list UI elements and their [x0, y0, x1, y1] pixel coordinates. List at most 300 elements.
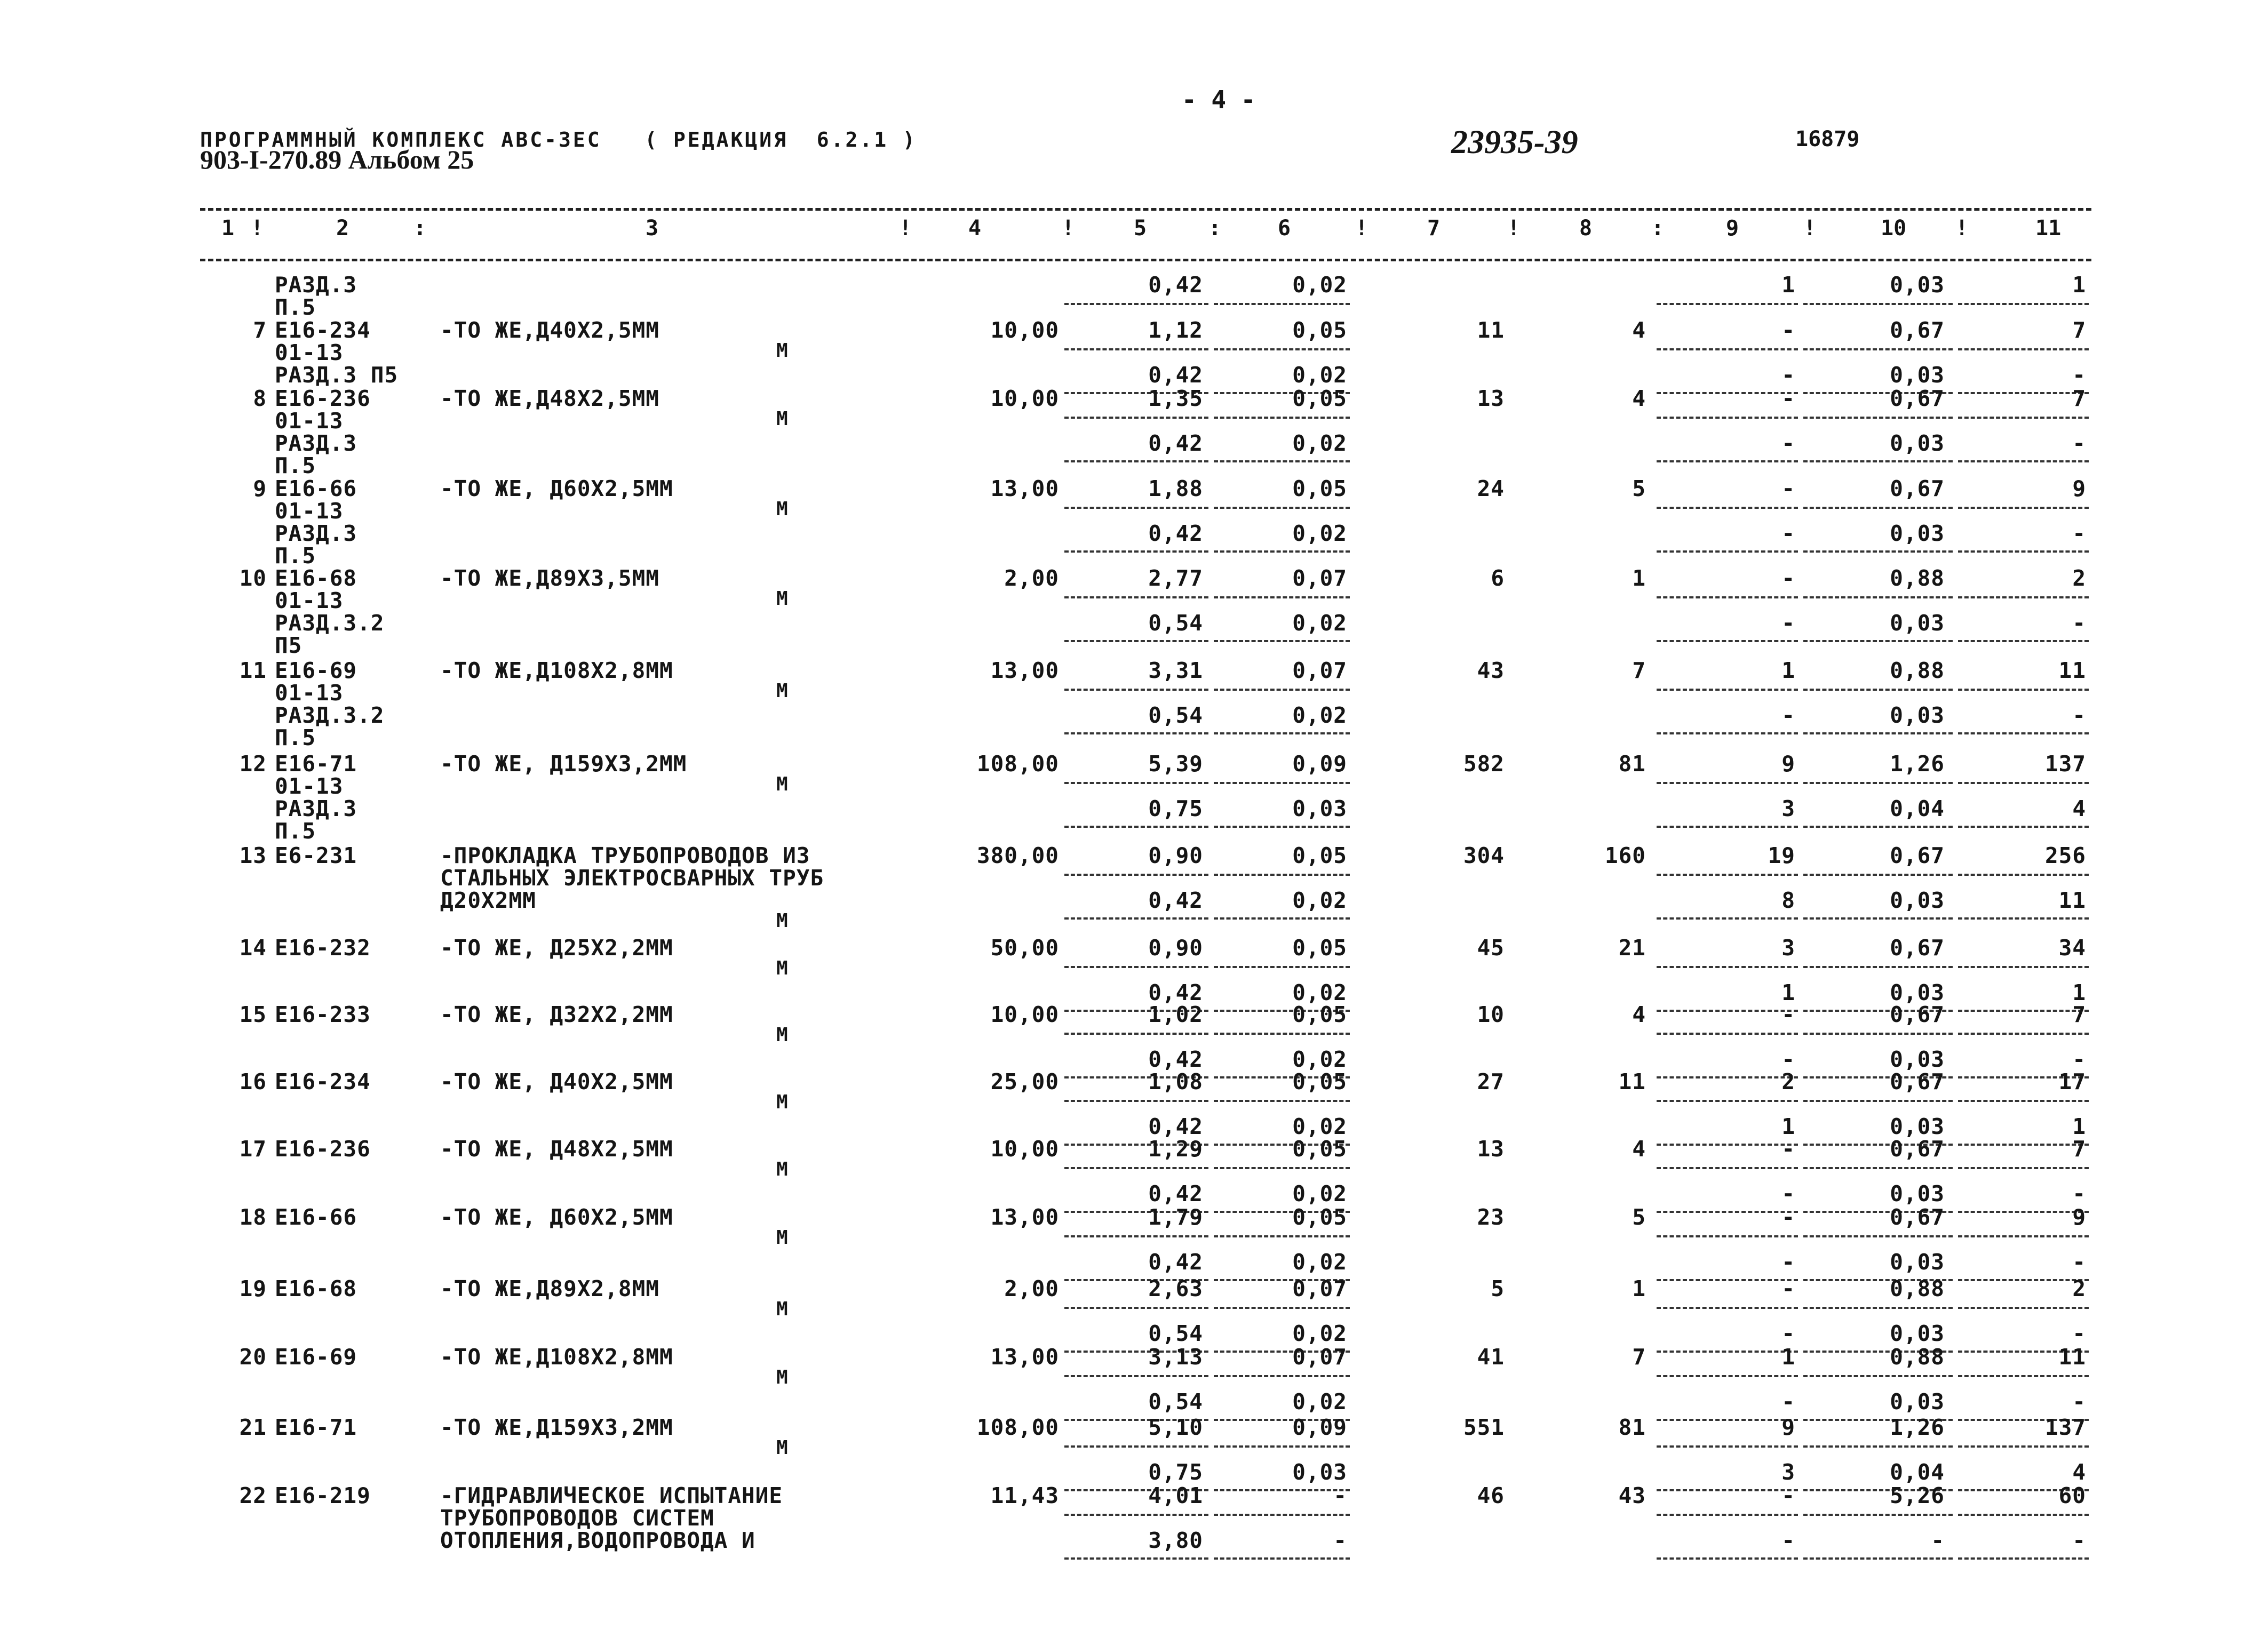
column-separator: :: [1208, 216, 1222, 241]
quantity: 13,00: [990, 1344, 1059, 1370]
work-description: -ТО ЖЕ,Д108Х2,8ММ: [440, 658, 673, 683]
cell-underline: [1958, 1375, 2089, 1377]
column-separator: :: [413, 216, 427, 241]
value-c11-sub: -: [2072, 362, 2086, 388]
value-c8: 5: [1632, 476, 1646, 501]
norm-code: 01-13: [275, 498, 344, 524]
cell-underline: [1657, 1144, 1798, 1146]
value-c11: 137: [2044, 1415, 2086, 1440]
value-c6: 0,05: [1292, 1136, 1347, 1162]
cell-underline: [1803, 966, 1953, 968]
value-c8: 1: [1632, 1276, 1646, 1301]
value-c9: 19: [1768, 843, 1795, 868]
cell-underline: [1064, 417, 1208, 419]
cell-underline: [1657, 1351, 1798, 1353]
column-separator: !: [1062, 216, 1075, 241]
cell-underline: [1064, 460, 1208, 462]
value-c11: 7: [2072, 386, 2086, 411]
cell-underline: [1958, 874, 2089, 876]
cell-underline: [1803, 1307, 1953, 1309]
value-c10: 0,67: [1890, 935, 1945, 961]
norm-code: 01-13: [275, 588, 344, 613]
unit-of-measure: М: [776, 1437, 789, 1459]
cell-underline: [1803, 1033, 1953, 1035]
cell-underline: [1803, 460, 1953, 462]
value-c6: 0,05: [1292, 1069, 1347, 1094]
norm-code: Е16-66: [275, 1204, 357, 1230]
value-c5: 2,63: [1148, 1276, 1203, 1301]
cell-underline: [1657, 826, 1798, 828]
norm-code: Е16-68: [275, 565, 357, 591]
value-c9-sub: 8: [1781, 888, 1795, 913]
unit-of-measure: М: [776, 680, 789, 702]
cell-underline: [1657, 1279, 1798, 1281]
unit-of-measure: М: [776, 1158, 789, 1180]
cell-underline: [1214, 782, 1350, 784]
quantity: 10,00: [990, 386, 1059, 411]
unit-of-measure: М: [776, 1367, 789, 1388]
cell-underline: [1064, 303, 1208, 305]
value-c8: 5: [1632, 1204, 1646, 1230]
cell-underline: [1214, 826, 1350, 828]
cell-underline: [1657, 1307, 1798, 1309]
cell-underline: [1803, 507, 1953, 509]
cell-underline: [1214, 303, 1350, 305]
value-c5: 3,13: [1148, 1344, 1203, 1370]
value-c10: 0,67: [1890, 1069, 1945, 1094]
work-description: -ТО ЖЕ, Д159Х3,2ММ: [440, 751, 687, 777]
value-c5: 0,42: [1148, 272, 1203, 298]
cell-underline: [1657, 1557, 1798, 1560]
value-c5-sub: 0,54: [1148, 1389, 1203, 1415]
value-c7: 43: [1477, 658, 1505, 683]
cell-underline: [1657, 1445, 1798, 1448]
value-c11-sub: -: [2072, 1046, 2086, 1072]
value-c6-sub: 0,02: [1292, 430, 1347, 456]
value-c10-sub: 0,03: [1890, 1321, 1945, 1346]
cell-underline: [1064, 826, 1208, 828]
value-c9: -: [1781, 1483, 1795, 1508]
column-header-5: 5: [1134, 216, 1147, 241]
unit-of-measure: М: [776, 408, 789, 430]
value-c9: -: [1781, 565, 1795, 591]
cell-underline: [1803, 348, 1953, 350]
value-c5: 0,90: [1148, 935, 1203, 961]
cell-underline: [1958, 1211, 2089, 1213]
value-c10: 0,88: [1890, 658, 1945, 683]
cell-underline: [1214, 348, 1350, 350]
cell-underline: [1214, 550, 1350, 553]
cell-underline: [1958, 826, 2089, 828]
cell-underline: [1064, 782, 1208, 784]
column-separator: !: [1507, 216, 1521, 241]
unit-of-measure: М: [776, 910, 789, 932]
cell-underline: [1064, 1307, 1208, 1309]
value-c10: 0,67: [1890, 1204, 1945, 1230]
value-c11: 256: [2044, 843, 2086, 868]
cell-underline: [1657, 348, 1798, 350]
value-c11-sub: -: [2072, 1321, 2086, 1346]
value-c10: 5,26: [1890, 1483, 1945, 1508]
cell-underline: [1803, 826, 1953, 828]
cell-underline: [1958, 348, 2089, 350]
column-header-4: 4: [968, 216, 982, 241]
value-c11-sub: -: [2072, 1528, 2086, 1553]
row-number: 12: [239, 751, 267, 777]
norm-code: Е16-234: [275, 1069, 371, 1094]
value-c9-sub: -: [1781, 610, 1795, 636]
value-c11: 9: [2072, 476, 2086, 501]
value-c11-sub: 4: [2072, 1459, 2086, 1485]
cell-underline: [1803, 417, 1953, 419]
quantity: 11,43: [990, 1483, 1059, 1508]
value-c11: 1: [2072, 272, 2086, 298]
norm-code: Е6-231: [275, 843, 357, 868]
cell-underline: [1064, 1235, 1208, 1237]
value-c11-sub: -: [2072, 702, 2086, 728]
value-c5-sub: 3,80: [1148, 1528, 1203, 1553]
column-header-11: 11: [2035, 216, 2062, 241]
cell-underline: [1958, 1445, 2089, 1448]
value-c6: 0,07: [1292, 1276, 1347, 1301]
value-c10-sub: 0,03: [1890, 362, 1945, 388]
value-c8: 81: [1618, 751, 1646, 777]
column-header-7: 7: [1427, 216, 1441, 241]
norm-code: РАЗД.3: [275, 796, 357, 821]
value-c8: 7: [1632, 1344, 1646, 1370]
value-c11: 34: [2058, 935, 2086, 961]
cell-underline: [1803, 874, 1953, 876]
value-c6-sub: 0,02: [1292, 362, 1347, 388]
value-c5-sub: 0,75: [1148, 1459, 1203, 1485]
value-c9-sub: -: [1781, 1528, 1795, 1553]
cell-underline: [1958, 689, 2089, 691]
document-number: 23935-39: [1451, 124, 1578, 161]
value-c7: 27: [1477, 1069, 1505, 1094]
unit-of-measure: М: [776, 1024, 789, 1046]
value-c11-sub: 11: [2058, 888, 2086, 913]
value-c11: 2: [2072, 565, 2086, 591]
value-c7: 46: [1477, 1483, 1505, 1508]
work-description: -ТО ЖЕ,Д159Х3,2ММ: [440, 1415, 673, 1440]
value-c8: 4: [1632, 317, 1646, 343]
table-top-rule: [200, 208, 2091, 211]
value-c5-sub: 0,54: [1148, 702, 1203, 728]
cell-underline: [1958, 596, 2089, 598]
value-c9-sub: -: [1781, 1389, 1795, 1415]
value-c5-sub: 0,54: [1148, 610, 1203, 636]
value-c6: -: [1333, 1483, 1347, 1508]
cell-underline: [1064, 1100, 1208, 1102]
value-c7: 41: [1477, 1344, 1505, 1370]
value-c6: 0,05: [1292, 1002, 1347, 1027]
cell-underline: [1214, 1514, 1350, 1516]
norm-code: Е16-71: [275, 751, 357, 777]
value-c10-sub: 0,03: [1890, 1046, 1945, 1072]
value-c9-sub: 1: [1781, 980, 1795, 1005]
value-c11: 7: [2072, 1136, 2086, 1162]
value-c9-sub: -: [1781, 1046, 1795, 1072]
value-c9-sub: -: [1781, 702, 1795, 728]
cell-underline: [1064, 1557, 1208, 1560]
cell-underline: [1064, 1375, 1208, 1377]
table-header-bottom-rule: [200, 259, 2091, 261]
value-c9: 9: [1781, 751, 1795, 777]
norm-code: П.5: [275, 543, 316, 569]
work-description: ТРУБОПРОВОДОВ СИСТЕМ: [440, 1505, 714, 1531]
cell-underline: [1803, 1557, 1953, 1560]
value-c10-sub: -: [1931, 1528, 1945, 1553]
cell-underline: [1064, 874, 1208, 876]
value-c11: 11: [2058, 658, 2086, 683]
value-c10-sub: 0,03: [1890, 1114, 1945, 1139]
cell-underline: [1214, 1167, 1350, 1169]
norm-code: Е16-71: [275, 1415, 357, 1440]
value-c6: 0,09: [1292, 751, 1347, 777]
value-c9-sub: -: [1781, 521, 1795, 546]
column-separator: !: [1955, 216, 1969, 241]
value-c9: -: [1781, 1002, 1795, 1027]
work-description: -ТО ЖЕ, Д32Х2,2ММ: [440, 1002, 673, 1027]
cell-underline: [1657, 596, 1798, 598]
cell-underline: [1803, 303, 1953, 305]
cell-underline: [1064, 507, 1208, 509]
cell-underline: [1803, 1514, 1953, 1516]
norm-code: РАЗД.3.2: [275, 610, 385, 636]
cell-underline: [1064, 689, 1208, 691]
cell-underline: [1657, 1033, 1798, 1035]
value-c5-sub: 0,42: [1148, 888, 1203, 913]
value-c10-sub: 0,03: [1890, 1389, 1945, 1415]
cell-underline: [1214, 966, 1350, 968]
cell-underline: [1803, 640, 1953, 642]
norm-code: Е16-236: [275, 386, 371, 411]
cell-underline: [1657, 640, 1798, 642]
work-description: -ТО ЖЕ,Д108Х2,8ММ: [440, 1344, 673, 1370]
value-c9-sub: -: [1781, 1321, 1795, 1346]
cell-underline: [1657, 732, 1798, 734]
row-number: 20: [239, 1344, 267, 1370]
cell-underline: [1958, 1557, 2089, 1560]
cell-underline: [1803, 596, 1953, 598]
value-c5-sub: 0,75: [1148, 796, 1203, 821]
cell-underline: [1214, 874, 1350, 876]
value-c8: 1: [1632, 565, 1646, 591]
value-c6-sub: 0,02: [1292, 1114, 1347, 1139]
unit-of-measure: М: [776, 340, 789, 362]
cell-underline: [1657, 1010, 1798, 1012]
value-c10: 0,67: [1890, 317, 1945, 343]
cell-underline: [1657, 782, 1798, 784]
cell-underline: [1214, 1557, 1350, 1560]
value-c5-sub: 0,42: [1148, 521, 1203, 546]
row-number: 15: [239, 1002, 267, 1027]
value-c6-sub: 0,02: [1292, 980, 1347, 1005]
quantity: 50,00: [990, 935, 1059, 961]
value-c10: 0,67: [1890, 476, 1945, 501]
value-c5-sub: 0,42: [1148, 980, 1203, 1005]
column-separator: !: [899, 216, 912, 241]
cell-underline: [1803, 689, 1953, 691]
value-c8: 4: [1632, 386, 1646, 411]
value-c5: 5,39: [1148, 751, 1203, 777]
norm-code: 01-13: [275, 340, 344, 365]
cell-underline: [1064, 917, 1208, 920]
value-c6-sub: 0,02: [1292, 1321, 1347, 1346]
value-c11: 17: [2058, 1069, 2086, 1094]
value-c6: 0,09: [1292, 1415, 1347, 1440]
cell-underline: [1657, 1514, 1798, 1516]
cell-underline: [1958, 550, 2089, 553]
value-c6: 0,05: [1292, 317, 1347, 343]
album-line: 903-I-270.89 Альбом 25: [200, 145, 474, 174]
value-c10-sub: 0,03: [1890, 1249, 1945, 1275]
value-c9: 1: [1781, 272, 1795, 298]
value-c8: 43: [1618, 1483, 1646, 1508]
value-c10-sub: 0,03: [1890, 702, 1945, 728]
value-c11-sub: 1: [2072, 1114, 2086, 1139]
value-c5-sub: 0,42: [1148, 1249, 1203, 1275]
cell-underline: [1064, 1167, 1208, 1169]
value-c10: 0,88: [1890, 1344, 1945, 1370]
value-c10-sub: 0,03: [1890, 521, 1945, 546]
cell-underline: [1657, 1489, 1798, 1491]
cell-underline: [1657, 303, 1798, 305]
value-c11: 137: [2044, 751, 2086, 777]
row-number: 16: [239, 1069, 267, 1094]
row-number: 7: [253, 317, 267, 343]
value-c5: 0,90: [1148, 843, 1203, 868]
value-c5-sub: 0,42: [1148, 362, 1203, 388]
cell-underline: [1064, 550, 1208, 553]
value-c5: 1,08: [1148, 1069, 1203, 1094]
norm-code: Е16-66: [275, 476, 357, 501]
value-c10-sub: 0,04: [1890, 796, 1945, 821]
value-c6-sub: 0,02: [1292, 888, 1347, 913]
value-c5: 4,01: [1148, 1483, 1203, 1508]
cell-underline: [1958, 1514, 2089, 1516]
norm-code: 01-13: [275, 680, 344, 706]
value-c5-sub: 0,42: [1148, 1046, 1203, 1072]
value-c7: 11: [1477, 317, 1505, 343]
norm-code: Е16-219: [275, 1483, 371, 1508]
norm-code: Е16-232: [275, 935, 371, 961]
cell-underline: [1064, 640, 1208, 642]
work-description: -ГИДРАВЛИЧЕСКОЕ ИСПЫТАНИЕ: [440, 1483, 783, 1508]
cell-underline: [1064, 732, 1208, 734]
value-c9: -: [1781, 476, 1795, 501]
cell-underline: [1064, 348, 1208, 350]
value-c9: -: [1781, 386, 1795, 411]
cell-underline: [1214, 1100, 1350, 1102]
value-c8: 21: [1618, 935, 1646, 961]
unit-of-measure: М: [776, 588, 789, 610]
row-number: 13: [239, 843, 267, 868]
cell-underline: [1958, 917, 2089, 920]
quantity: 13,00: [990, 658, 1059, 683]
value-c11: 2: [2072, 1276, 2086, 1301]
cell-underline: [1657, 1076, 1798, 1078]
value-c9-sub: -: [1781, 1249, 1795, 1275]
value-c11: 11: [2058, 1344, 2086, 1370]
value-c10: 0,67: [1890, 843, 1945, 868]
value-c5: 3,31: [1148, 658, 1203, 683]
cell-underline: [1958, 507, 2089, 509]
cell-underline: [1958, 417, 2089, 419]
value-c6-sub: 0,02: [1292, 610, 1347, 636]
value-c8: 81: [1618, 1415, 1646, 1440]
value-c10: 0,67: [1890, 386, 1945, 411]
value-c10-sub: 0,03: [1890, 980, 1945, 1005]
value-c9: -: [1781, 1136, 1795, 1162]
column-separator: !: [251, 216, 264, 241]
value-c11: 7: [2072, 317, 2086, 343]
cell-underline: [1958, 966, 2089, 968]
cell-underline: [1214, 460, 1350, 462]
value-c9-sub: 3: [1781, 1459, 1795, 1485]
document-code: 16879: [1795, 127, 1860, 151]
value-c10-sub: 0,03: [1890, 610, 1945, 636]
cell-underline: [1657, 460, 1798, 462]
work-description: -ТО ЖЕ, Д40Х2,5ММ: [440, 1069, 673, 1094]
work-description: -ТО ЖЕ,Д40Х2,5ММ: [440, 317, 659, 343]
value-c8: 4: [1632, 1136, 1646, 1162]
row-number: 11: [239, 658, 267, 683]
norm-code: РАЗД.3.2: [275, 702, 385, 728]
value-c7: 23: [1477, 1204, 1505, 1230]
column-separator: !: [1355, 216, 1368, 241]
value-c6-sub: 0,02: [1292, 1389, 1347, 1415]
row-number: 17: [239, 1136, 267, 1162]
norm-code: Е16-233: [275, 1002, 371, 1027]
norm-code: П.5: [275, 294, 316, 320]
cell-underline: [1657, 1235, 1798, 1237]
cell-underline: [1803, 782, 1953, 784]
cell-underline: [1803, 1235, 1953, 1237]
cell-underline: [1958, 1010, 2089, 1012]
unit-of-measure: М: [776, 1298, 789, 1320]
norm-code: РАЗД.3: [275, 430, 357, 456]
work-description: СТАЛЬНЫХ ЭЛЕКТРОСВАРНЫХ ТРУБ: [440, 865, 824, 891]
value-c5: 1,35: [1148, 386, 1203, 411]
value-c5: 1,02: [1148, 1002, 1203, 1027]
cell-underline: [1214, 1235, 1350, 1237]
value-c10: 1,26: [1890, 751, 1945, 777]
row-number: 21: [239, 1415, 267, 1440]
norm-code: 01-13: [275, 408, 344, 434]
work-description: -ТО ЖЕ, Д25Х2,2ММ: [440, 935, 673, 961]
row-number: 14: [239, 935, 267, 961]
value-c10-sub: 0,03: [1890, 888, 1945, 913]
column-header-8: 8: [1579, 216, 1593, 241]
norm-code: Е16-69: [275, 1344, 357, 1370]
cell-underline: [1214, 1375, 1350, 1377]
cell-underline: [1214, 917, 1350, 920]
value-c9-sub: -: [1781, 1181, 1795, 1206]
value-c7: 6: [1491, 565, 1505, 591]
value-c5: 5,10: [1148, 1415, 1203, 1440]
cell-underline: [1803, 917, 1953, 920]
value-c9-sub: -: [1781, 430, 1795, 456]
work-description: Д20Х2ММ: [440, 888, 536, 913]
quantity: 10,00: [990, 1136, 1059, 1162]
value-c5: 1,29: [1148, 1136, 1203, 1162]
value-c6-sub: 0,02: [1292, 702, 1347, 728]
cell-underline: [1958, 1235, 2089, 1237]
value-c8: 7: [1632, 658, 1646, 683]
value-c11: 7: [2072, 1002, 2086, 1027]
program-line: ПРОГРАММНЫЙ КОМПЛЕКС АВС-3ЕС ( РЕДАКЦИЯ 6.2.1 ): [200, 128, 917, 151]
